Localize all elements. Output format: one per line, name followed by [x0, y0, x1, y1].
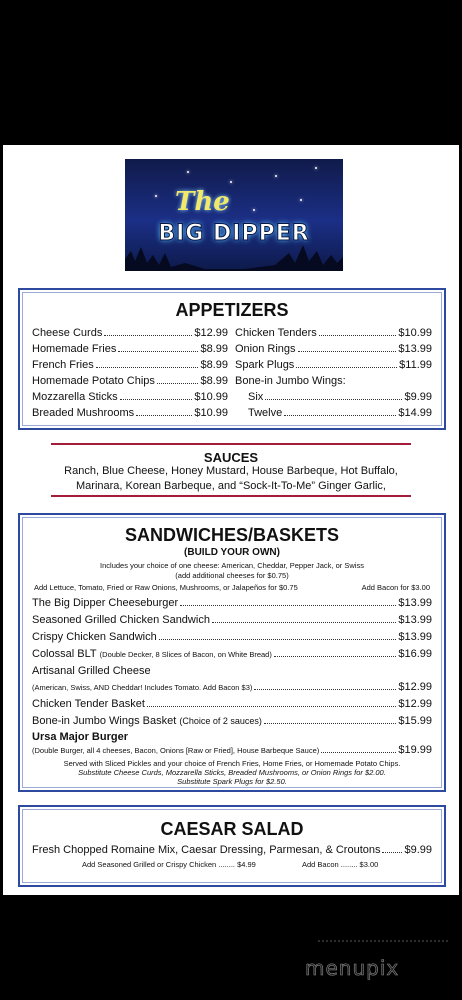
sandwiches-section	[18, 513, 446, 792]
divider	[51, 495, 411, 497]
logo-name: BIG DIPPER	[158, 221, 310, 246]
menu-item: Chicken Tender Basket $12.99	[32, 698, 432, 710]
menu-item: Cheese Curds $12.99	[32, 327, 228, 339]
menu-item: Spark Plugs $11.99	[235, 359, 432, 371]
star-icon	[155, 195, 157, 197]
sauces-line: Marinara, Korean Barbeque, and “Sock-It-To-Me” Ginger Garlic,	[76, 480, 386, 492]
caesar-add-chicken: Add Seasoned Grilled or Crispy Chicken ........ $4.99	[82, 860, 256, 869]
tree-silhouette	[125, 241, 343, 271]
sandwiches-title: SANDWICHES/BASKETS	[124, 525, 339, 545]
served-note: Served with Sliced Pickles and your choice of French Fries, Home Fries, or Homemade Potato Chips.	[63, 759, 401, 768]
star-icon	[187, 171, 189, 173]
star-icon	[315, 167, 317, 169]
watermark-dots	[318, 940, 448, 956]
logo-the: The	[175, 187, 230, 217]
caesar-title: CAESAR SALAD	[160, 819, 304, 839]
menu-item: Seasoned Grilled Chicken Sandwich $13.99	[32, 614, 432, 626]
caesar-section	[18, 805, 446, 887]
menu-item: Twelve $14.99	[248, 407, 432, 419]
sauces-title: SAUCES	[203, 450, 259, 465]
sandwiches-subtitle: (BUILD YOUR OWN)	[184, 547, 280, 558]
cheese-note: Includes your choice of one cheese: American, Cheddar, Pepper Jack, or Swiss	[100, 561, 364, 570]
menu-item: Bone-in Jumbo Wings Basket (Choice of 2 sauces) $15.99	[32, 715, 432, 727]
menu-item: Six $9.99	[248, 391, 432, 403]
wings-label: Bone-in Jumbo Wings:	[235, 375, 346, 387]
menu-item: Crispy Chicken Sandwich $13.99	[32, 631, 432, 643]
menu-item: Breaded Mushrooms $10.99	[32, 407, 228, 419]
star-icon	[300, 199, 302, 201]
menu-item: (Double Burger, all 4 cheeses, Bacon, Onions [Raw or Fried], House Barbeque Sauce) $19.99	[32, 744, 432, 756]
menu-item: Chicken Tenders $10.99	[235, 327, 432, 339]
appetizers-section	[18, 288, 446, 430]
menu-item: Fresh Chopped Romaine Mix, Caesar Dressing, Parmesan, & Croutons $9.99	[32, 844, 432, 856]
menu-page	[3, 145, 459, 895]
substitute-note: Substitute Cheese Curds, Mozzarella Sticks, Breaded Mushrooms, or Onion Rings for $2.00.	[78, 768, 386, 777]
divider	[51, 443, 411, 445]
star-icon	[253, 209, 255, 211]
star-icon	[230, 181, 232, 183]
menu-item: Homemade Fries $8.99	[32, 343, 228, 355]
star-icon	[275, 175, 277, 177]
menu-item: Mozzarella Sticks $10.99	[32, 391, 228, 403]
caesar-add-bacon: Add Bacon ........ $3.00	[302, 860, 379, 869]
appetizers-title: APPETIZERS	[175, 300, 289, 320]
toppings-note: Add Lettuce, Tomato, Fried or Raw Onions, Mushrooms, or Jalapeños for $0.75	[34, 583, 298, 592]
substitute-note: Substitute Spark Plugs for $2.50.	[177, 777, 287, 786]
big-dipper-logo	[125, 159, 343, 271]
menu-item: Homemade Potato Chips $8.99	[32, 375, 228, 387]
sauces-line: Ranch, Blue Cheese, Honey Mustard, House Barbeque, Hot Buffalo,	[64, 465, 398, 477]
menu-item-name: Artisanal Grilled Cheese	[32, 665, 151, 677]
bacon-note: Add Bacon for $3.00	[361, 583, 430, 592]
cheese-note: (add additional cheeses for $0.75)	[175, 571, 289, 580]
watermark: menupix	[305, 956, 400, 980]
menu-item: French Fries $8.99	[32, 359, 228, 371]
menu-item: (American, Swiss, AND Cheddar! Includes Tomato. Add Bacon $3) $12.99	[32, 681, 432, 693]
menu-item-name: Ursa Major Burger	[32, 731, 128, 743]
menu-item: The Big Dipper Cheeseburger $13.99	[32, 597, 432, 609]
menu-item: Onion Rings $13.99	[235, 343, 432, 355]
menu-item: Colossal BLT (Double Decker, 8 Slices of Bacon, on White Bread) $16.99	[32, 648, 432, 660]
